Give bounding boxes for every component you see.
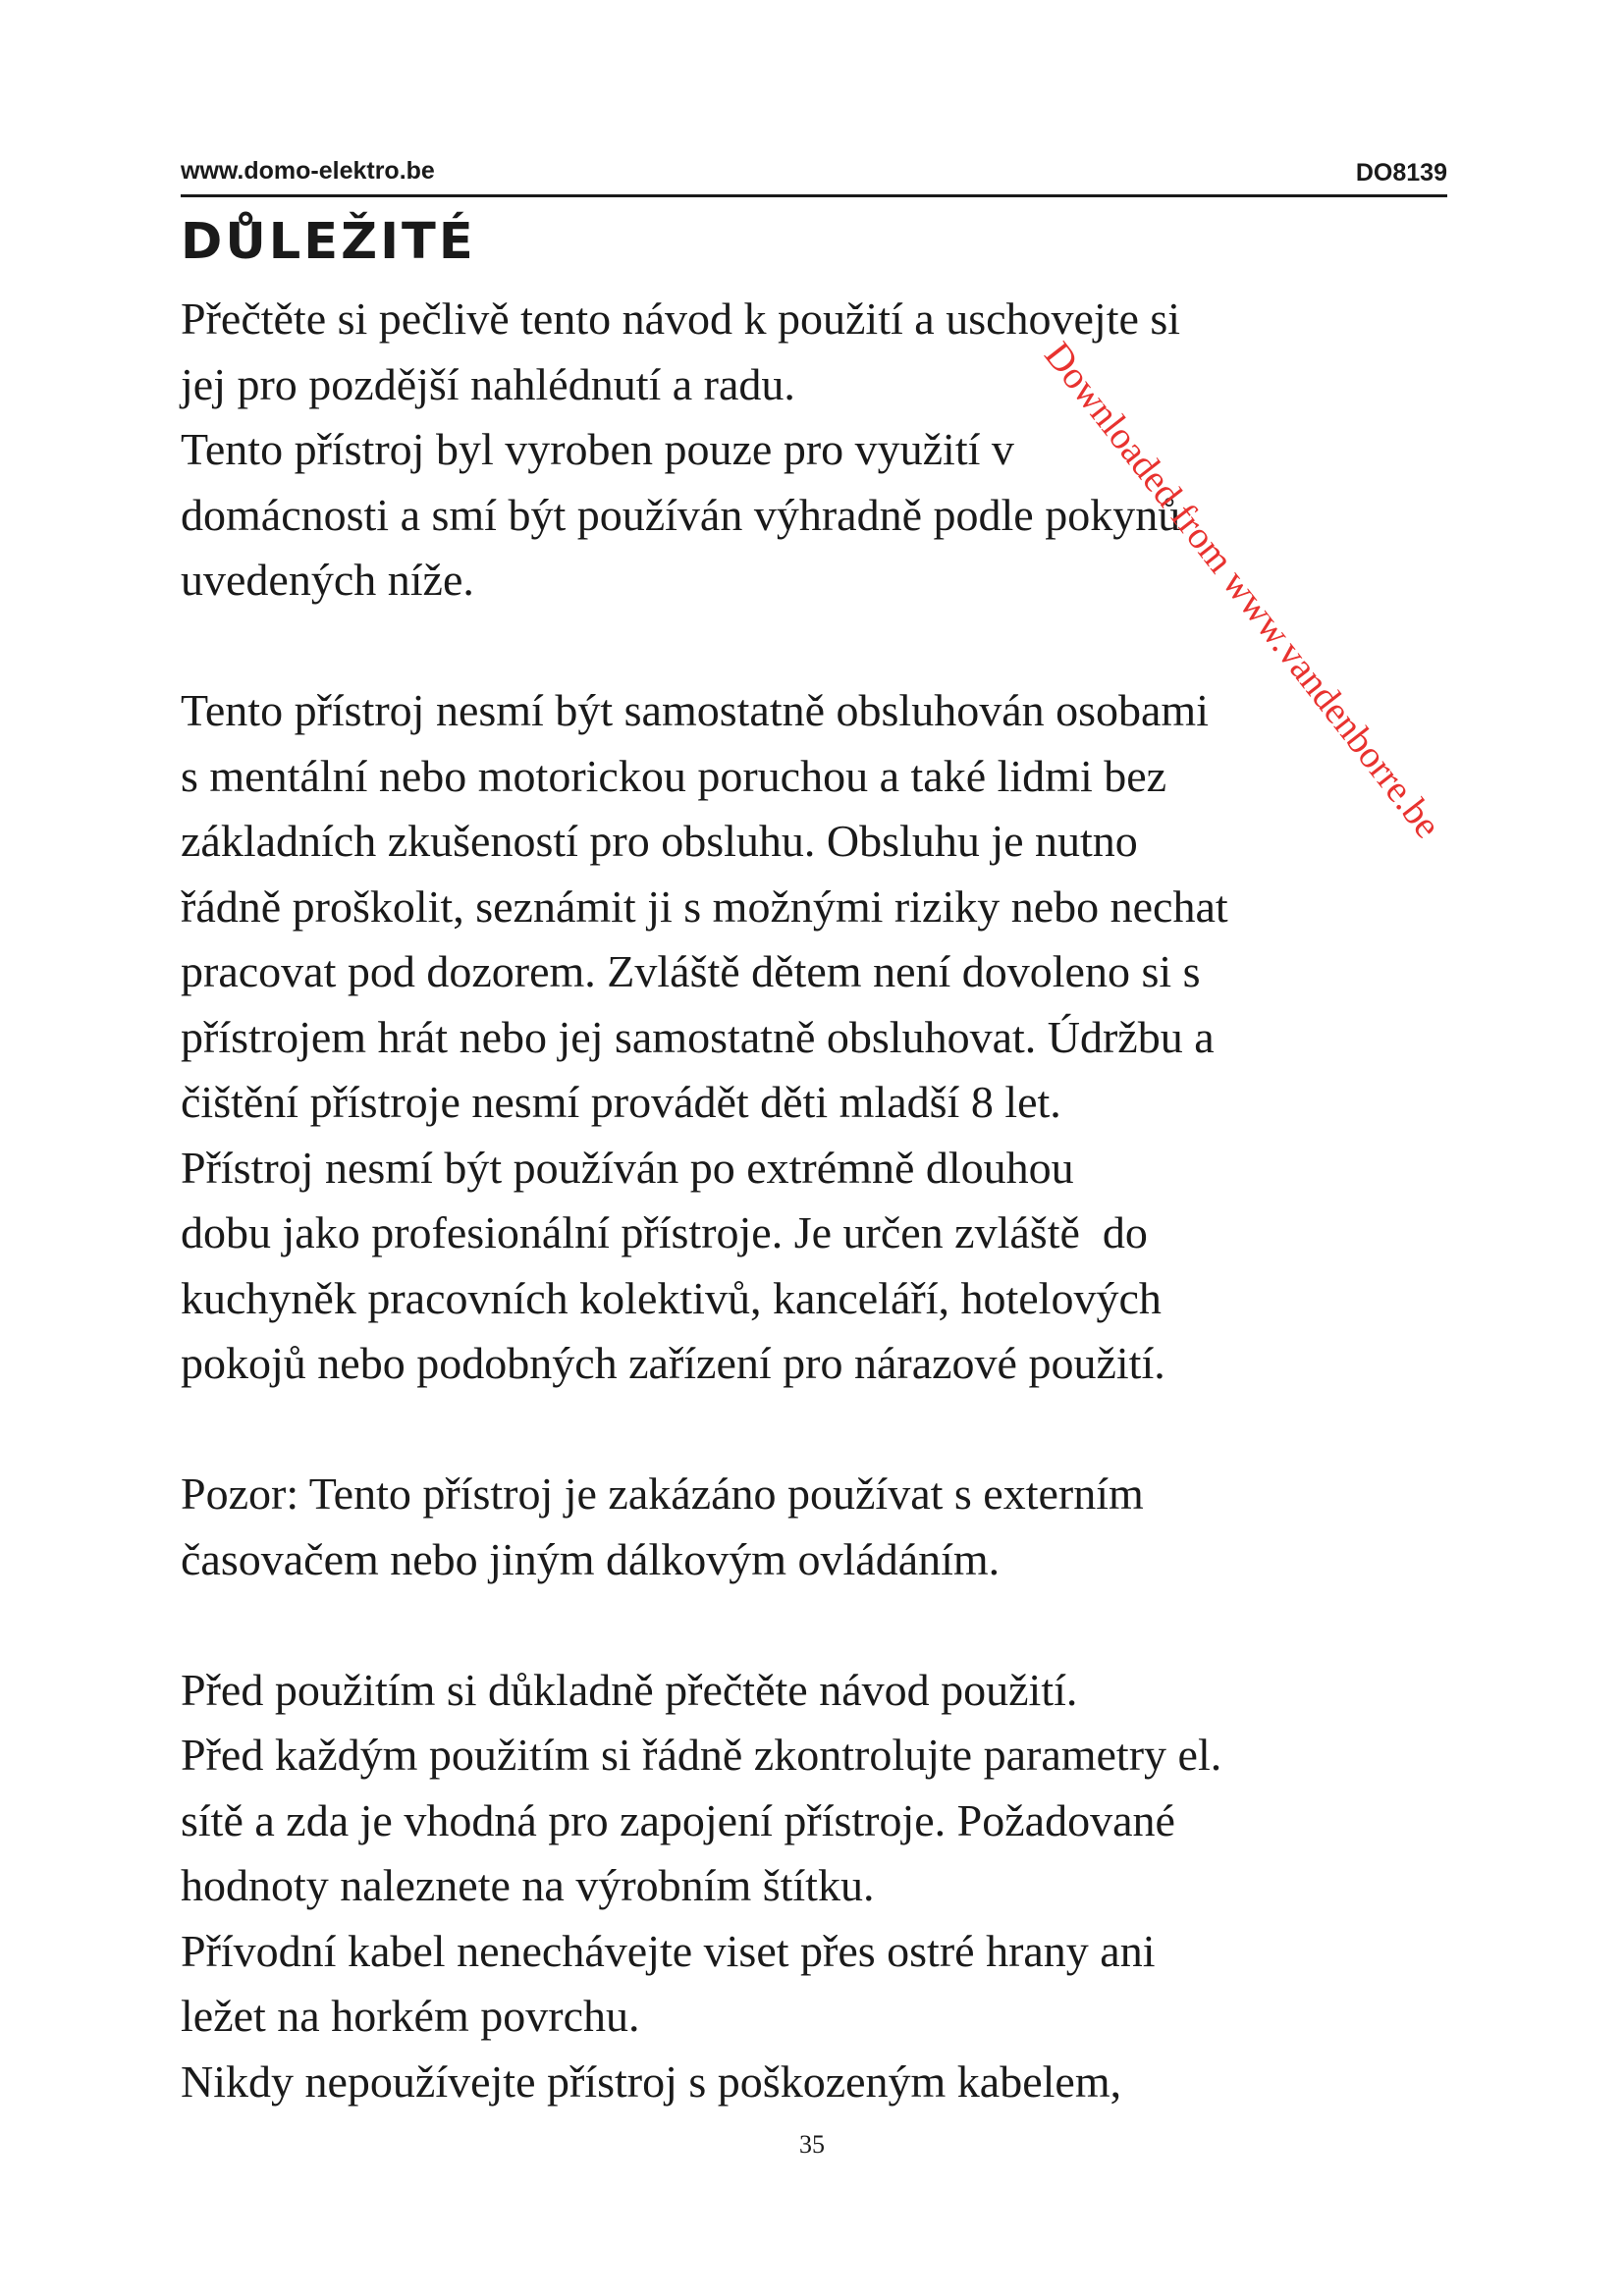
text-line: Přívodní kabel nenechávejte viset přes ostré hrany ani xyxy=(181,1925,1156,1976)
paragraph xyxy=(181,1658,1477,2115)
header-model-number: DO8139 xyxy=(1355,159,1447,187)
text-line: základních zkušeností pro obsluhu. Obsluhu je nutno xyxy=(181,816,1138,866)
header-website: www.domo-elektro.be xyxy=(181,157,435,185)
text-line: sítě a zda je vhodná pro zapojení přístroje. Požadované xyxy=(181,1794,1175,1845)
paragraph xyxy=(181,287,1477,614)
text-line: uvedených níže. xyxy=(181,555,474,605)
text-line: řádně proškolit, seznámit ji s možnými riziky nebo nechat xyxy=(181,881,1228,932)
text-line: čištění přístroje nesmí provádět děti mladší 8 let. xyxy=(181,1077,1061,1127)
watermark-text: Downloaded from www.vandenborre.be xyxy=(1036,334,1449,846)
text-line: Před každým použitím si řádně zkontrolujte parametry el. xyxy=(181,1730,1222,1780)
paragraph-gap xyxy=(181,1397,1477,1463)
text-line: přístrojem hrát nebo jej samostatně obsluhovat. Údržbu a xyxy=(181,1011,1215,1062)
text-line: pracovat pod dozorem. Zvláště dětem není dovoleno si s xyxy=(181,946,1201,996)
paragraph xyxy=(181,678,1477,1397)
text-line: Přečtěte si pečlivě tento návod k použití a uschovejte si xyxy=(181,294,1181,344)
page-title: DŮLEŽITÉ xyxy=(181,213,476,271)
text-line: kuchyněk pracovních kolektivů, kanceláří, hotelových xyxy=(181,1272,1162,1323)
text-line: Přístroj nesmí být používán po extrémně dlouhou xyxy=(181,1142,1074,1193)
text-line: pokojů nebo podobných zařízení pro nárazové použití. xyxy=(181,1338,1165,1388)
body-text xyxy=(181,287,1477,2114)
text-line: jej pro pozdější nahlédnutí a radu. xyxy=(181,358,795,409)
text-line: Tento přístroj byl vyroben pouze pro využití v xyxy=(181,424,1014,474)
text-line: domácnosti a smí být používán výhradně podle pokynů xyxy=(181,489,1181,540)
text-line: dobu jako profesionální přístroje. Je určen zvláště do xyxy=(181,1207,1148,1257)
text-line: hodnoty naleznete na výrobním štítku. xyxy=(181,1860,875,1910)
text-line: s mentální nebo motorickou poruchou a také lidmi bez xyxy=(181,750,1167,801)
text-line: Nikdy nepoužívejte přístroj s poškozeným kabelem, xyxy=(181,2056,1122,2107)
text-line: Pozor: Tento přístroj je zakázáno používat s externím xyxy=(181,1468,1144,1519)
text-line: Tento přístroj nesmí být samostatně obsluhován osobami xyxy=(181,685,1209,735)
paragraph-gap xyxy=(181,1592,1477,1658)
text-line: ležet na horkém povrchu. xyxy=(181,1991,640,2041)
header-divider xyxy=(181,194,1447,197)
text-line: Před použitím si důkladně přečtěte návod použití. xyxy=(181,1664,1078,1715)
text-line: časovačem nebo jiným dálkovým ovládáním. xyxy=(181,1533,1001,1584)
page-number: 35 xyxy=(799,2130,825,2159)
paragraph xyxy=(181,1462,1477,1592)
